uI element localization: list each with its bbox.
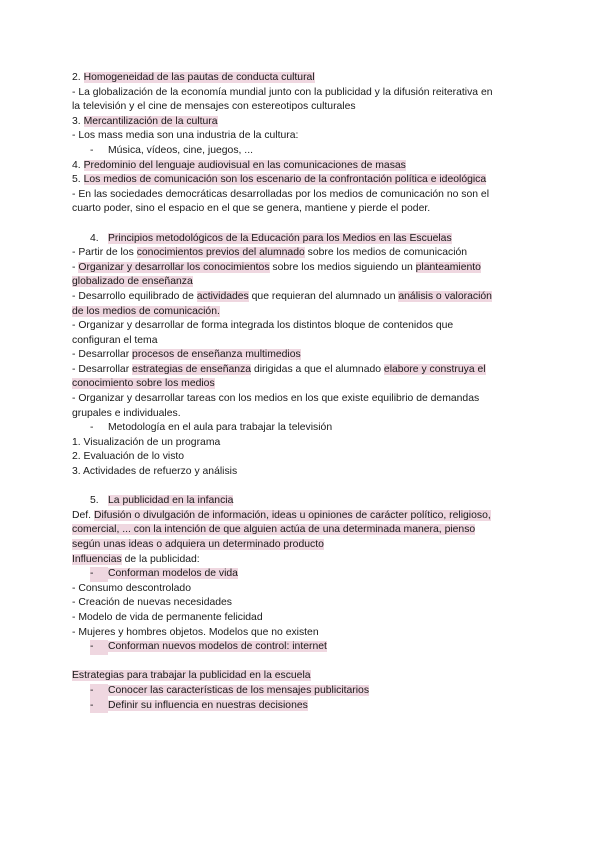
text-line bbox=[72, 523, 532, 538]
text-segment: configuran el tema bbox=[72, 334, 158, 346]
text-line bbox=[72, 290, 532, 305]
bullet-dash: - bbox=[90, 699, 108, 714]
text-segment: - Desarrollar bbox=[72, 349, 133, 361]
highlighted-text: Conforman modelos de vida bbox=[108, 568, 238, 580]
text-line bbox=[72, 100, 532, 115]
highlighted-text: Principios metodológicos de la Educación para los Medios en las Escuelas bbox=[108, 232, 452, 244]
highlighted-text: conocimiento sobre los medios bbox=[72, 378, 215, 390]
text-line bbox=[72, 450, 532, 465]
highlighted-text: Definir su influencia en nuestras decisiones bbox=[108, 699, 308, 711]
text-segment: de la publicidad: bbox=[121, 553, 200, 565]
text-segment: - Organizar y desarrollar de forma integrada los distintos bloque de contenidos que bbox=[72, 320, 454, 332]
text-line bbox=[72, 202, 532, 217]
text-line bbox=[72, 392, 532, 407]
text-line bbox=[72, 261, 532, 276]
highlighted-text: procesos de enseñanza multimedios bbox=[132, 349, 301, 361]
text-segment: que requieran del alumnado un bbox=[248, 290, 399, 302]
text-line bbox=[72, 86, 532, 101]
bullet-item bbox=[72, 640, 532, 655]
bullet-dash: - bbox=[90, 640, 108, 655]
text-line bbox=[72, 275, 532, 290]
text-line bbox=[72, 553, 532, 568]
text-segment: - Organizar y desarrollar tareas con los medios en los que existe equilibrio de demandas bbox=[72, 393, 480, 405]
text-line bbox=[72, 334, 532, 349]
section-heading bbox=[72, 494, 532, 509]
highlighted-text: comercial, ... con la intención de que alguien actúa de una determinada manera, pienso bbox=[72, 524, 476, 536]
highlighted-text: elabore y construya el bbox=[383, 363, 486, 375]
text-line bbox=[72, 115, 532, 130]
text-segment: Def. bbox=[72, 509, 94, 521]
text-segment: la televisión y el cine de mensajes con estereotipos culturales bbox=[72, 101, 356, 113]
highlighted-text: Influencias bbox=[72, 553, 122, 565]
highlighted-text: según unas ideas o adquiera un determinado producto bbox=[72, 539, 324, 550]
blank-line bbox=[72, 217, 532, 232]
highlighted-text: Difusión o divulgación de información, ideas u opiniones de carácter político, religioso, bbox=[93, 509, 491, 521]
bullet-dash: - bbox=[90, 144, 94, 156]
highlighted-text: estrategias de enseñanza bbox=[132, 363, 252, 375]
text-segment: dirigidas a que el alumnado bbox=[251, 363, 384, 375]
text-line bbox=[72, 669, 532, 684]
highlighted-text: Conocer las características de los mensajes publicitarios bbox=[108, 684, 370, 696]
section-number: 5. bbox=[90, 495, 99, 507]
highlighted-text: La publicidad en la infancia bbox=[108, 495, 234, 507]
highlighted-text: Organizar y desarrollar los conocimientos bbox=[78, 261, 270, 273]
text-segment: 4. bbox=[72, 159, 84, 171]
text-segment: - Creación de nuevas necesidades bbox=[72, 597, 232, 609]
text-line bbox=[72, 626, 532, 641]
text-segment: sobre los medios siguiendo un bbox=[269, 261, 416, 273]
text-segment: - Mujeres y hombres objetos. Modelos que no existen bbox=[72, 626, 319, 638]
highlighted-text: Estrategias para trabajar la publicidad en la escuela bbox=[72, 670, 311, 682]
text-line bbox=[72, 246, 532, 261]
document-body bbox=[72, 71, 532, 713]
text-segment: grupales e individuales. bbox=[72, 407, 181, 419]
text-segment: sobre los medios de comunicación bbox=[304, 247, 468, 259]
bullet-dash: - bbox=[90, 684, 108, 699]
highlighted-text: Conforman nuevos modelos de control: internet bbox=[108, 641, 327, 653]
blank-line bbox=[72, 480, 532, 495]
bullet-item bbox=[72, 699, 532, 714]
text-segment: - En las sociedades democráticas desarrolladas por los medios de comunicación no son el bbox=[72, 188, 490, 200]
text-line bbox=[72, 363, 532, 378]
text-line bbox=[72, 611, 532, 626]
text-line bbox=[72, 348, 532, 363]
text-line bbox=[72, 407, 532, 422]
text-segment: 3. bbox=[72, 115, 84, 127]
bullet-dash: - bbox=[90, 567, 108, 582]
text-segment: - Los mass media son una industria de la cultura: bbox=[72, 130, 299, 142]
highlighted-text: Homogeneidad de las pautas de conducta cultural bbox=[83, 72, 315, 83]
highlighted-text: actividades bbox=[196, 290, 249, 302]
text-segment: - Modelo de vida de permanente felicidad bbox=[72, 611, 263, 623]
text-segment: cuarto poder, sino el espacio en el que se genera, mantiene y pierde el poder. bbox=[72, 203, 431, 215]
blank-line bbox=[72, 655, 532, 670]
text-segment: Metodología en el aula para trabajar la televisión bbox=[108, 422, 333, 434]
text-line bbox=[72, 71, 532, 86]
bullet-dash: - bbox=[90, 422, 94, 434]
text-line bbox=[72, 129, 532, 144]
highlighted-text: análisis o valoración bbox=[398, 290, 492, 302]
text-segment: 5. bbox=[72, 174, 84, 186]
text-line bbox=[72, 538, 532, 553]
text-line bbox=[72, 596, 532, 611]
highlighted-text: planteamiento bbox=[415, 261, 481, 273]
text-line bbox=[72, 582, 532, 597]
text-line bbox=[72, 305, 532, 320]
text-segment: Música, vídeos, cine, juegos, ... bbox=[108, 144, 253, 156]
bullet-item bbox=[72, 421, 532, 436]
text-segment: 1. Visualización de un programa bbox=[72, 436, 221, 448]
text-segment: 3. Actividades de refuerzo y análisis bbox=[72, 466, 238, 478]
text-segment: - bbox=[72, 261, 79, 273]
bullet-item bbox=[72, 144, 532, 159]
section-number: 4. bbox=[90, 232, 99, 244]
highlighted-text: Predominio del lenguaje audiovisual en las comunicaciones de masas bbox=[83, 159, 406, 171]
bullet-item bbox=[72, 684, 532, 699]
text-line bbox=[72, 159, 532, 174]
highlighted-text: Mercantilización de la cultura bbox=[83, 115, 218, 127]
highlighted-text: Los medios de comunicación son los escenario de la confrontación política e ideológica bbox=[83, 174, 487, 186]
highlighted-text: globalizado de enseñanza bbox=[72, 276, 193, 288]
section-heading bbox=[72, 232, 532, 247]
text-segment: - Consumo descontrolado bbox=[72, 582, 191, 594]
text-line bbox=[72, 173, 532, 188]
text-line bbox=[72, 188, 532, 203]
highlighted-text: conocimientos previos del alumnado bbox=[136, 247, 305, 259]
bullet-item bbox=[72, 567, 532, 582]
text-line bbox=[72, 465, 532, 480]
text-line bbox=[72, 509, 532, 524]
text-line bbox=[72, 377, 532, 392]
text-segment: - Partir de los bbox=[72, 247, 137, 259]
text-line bbox=[72, 436, 532, 451]
highlighted-text: de los medios de comunicación. bbox=[72, 305, 220, 317]
text-segment: - Desarrollar bbox=[72, 363, 133, 375]
text-line bbox=[72, 319, 532, 334]
text-segment: 2. Evaluación de lo visto bbox=[72, 451, 185, 463]
text-segment: 2. bbox=[72, 72, 84, 83]
text-segment: - Desarrollo equilibrado de bbox=[72, 290, 197, 302]
text-segment: - La globalización de la economía mundial junto con la publicidad y la difusión reiterativa en bbox=[72, 86, 493, 98]
